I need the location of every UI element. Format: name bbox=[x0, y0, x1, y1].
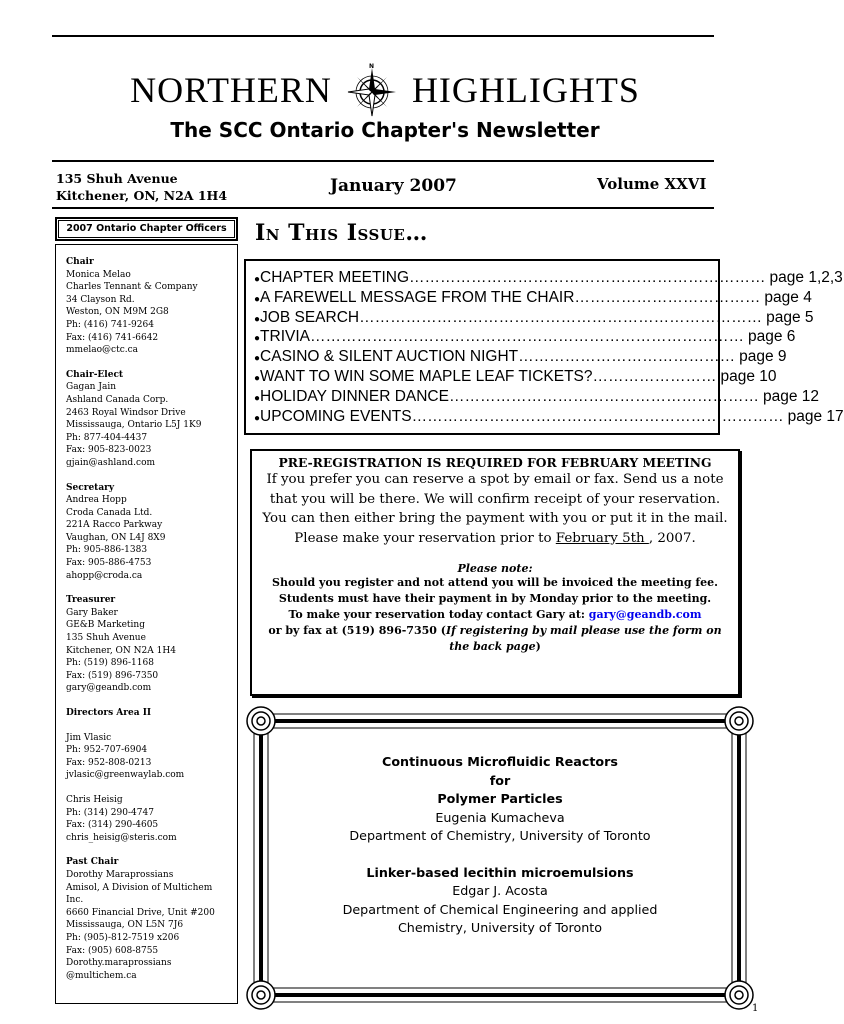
officer-detail: @multichem.ca bbox=[66, 970, 137, 981]
officer-detail: Ashland Canada Corp. bbox=[66, 394, 169, 405]
issue-date: January 2007 bbox=[330, 176, 457, 196]
note-line-1: Should you register and not attend you will be invoiced the meeting fee. bbox=[272, 576, 718, 590]
page-number: 1 bbox=[752, 1003, 759, 1014]
mailing-address bbox=[56, 170, 227, 204]
toc-item-page: page 1,2,3 bbox=[769, 269, 843, 286]
frame-corner-br bbox=[725, 981, 753, 1009]
toc-item-title: CASINO & SILENT AUCTION NIGHT…………………………………… bbox=[260, 348, 736, 366]
officer-detail: Fax: (416) 741-6642 bbox=[66, 332, 159, 343]
officer-role: Secretary bbox=[66, 482, 115, 493]
officers-title: 2007 Ontario Chapter Officers bbox=[55, 217, 238, 241]
talk-title: Polymer Particles bbox=[437, 791, 563, 806]
officer-detail: Charles Tennant & Company bbox=[66, 282, 198, 293]
volume-number: Volume XXVI bbox=[597, 175, 707, 193]
officer-detail: Fax: (519) 896-7350 bbox=[66, 670, 159, 681]
toc-item bbox=[254, 308, 814, 328]
officer-detail: chris_heisig@steris.com bbox=[66, 832, 177, 843]
officer-entry bbox=[66, 732, 227, 782]
toc-item-page: page 12 bbox=[762, 387, 819, 405]
officer-detail: 2463 Royal Windsor Drive bbox=[66, 407, 186, 418]
officer-detail: Inc. bbox=[66, 895, 84, 906]
in-this-issue-heading: In This Issue… bbox=[255, 220, 428, 246]
bullet-icon: ● bbox=[254, 353, 261, 365]
officer-detail: Monica Melao bbox=[66, 269, 131, 280]
toc-item-title: WANT TO WIN SOME MAPLE LEAF TICKETS?…………………… bbox=[260, 367, 717, 385]
toc-item-title: TRIVIA………………………………………………………………………… bbox=[260, 328, 744, 346]
speaker-affiliation: Department of Chemical Engineering and applied bbox=[342, 901, 658, 917]
officer-detail: Fax: 952-808-0213 bbox=[66, 757, 152, 768]
bullet-icon: ● bbox=[254, 274, 261, 285]
toc-item-page: page 5 bbox=[766, 308, 814, 326]
officer-detail: Andrea Hopp bbox=[66, 495, 127, 506]
officer-role: Directors Area II bbox=[66, 708, 152, 718]
toc-item bbox=[254, 347, 787, 367]
bullet-icon: ● bbox=[254, 333, 261, 345]
toc-item-page: page 17 bbox=[787, 407, 844, 425]
officer-detail: 135 Shuh Avenue bbox=[66, 633, 146, 644]
toc-item-title: HOLIDAY DINNER DANCE…………………………………………………… bbox=[260, 387, 759, 405]
toc-item-title: JOB SEARCH…………………………………………………………………… bbox=[260, 308, 763, 326]
officer-detail: Ph: (519) 896-1168 bbox=[66, 658, 154, 669]
officer-role: Chair bbox=[66, 257, 94, 267]
contact-email-link[interactable]: gary@geandb.com bbox=[588, 608, 702, 622]
toc-item-page: page 9 bbox=[739, 348, 787, 366]
officer-detail: gary@geandb.com bbox=[66, 683, 152, 694]
officer-role: Chair-Elect bbox=[66, 369, 124, 380]
officer-detail: Dorothy.maraprossians bbox=[66, 958, 172, 969]
note-label: Please note: bbox=[457, 562, 533, 576]
registration-notice bbox=[250, 449, 740, 696]
officer-detail: Ph: 877-404-4437 bbox=[66, 432, 148, 443]
toc-item bbox=[254, 288, 812, 308]
fax-line: or by fax at (519) 896-7350 (If registering by mail please use the form on the back page) bbox=[268, 624, 722, 654]
officer-detail: Fax: (905) 608-8755 bbox=[66, 945, 159, 956]
officer-detail: ahopp@croda.ca bbox=[66, 570, 143, 581]
talk-title: Continuous Microfluidic Reactors bbox=[382, 754, 618, 769]
header-rule-bottom bbox=[52, 207, 714, 209]
bullet-icon: ● bbox=[254, 293, 261, 305]
toc-item bbox=[254, 327, 796, 347]
officer-entry bbox=[66, 794, 227, 844]
officer-detail: Dorothy Maraprossians bbox=[66, 869, 174, 880]
officer-detail: 6660 Financial Drive, Unit #200 bbox=[66, 907, 215, 918]
officer-role: Treasurer bbox=[66, 595, 116, 606]
newsletter-subtitle: The SCC Ontario Chapter's Newsletter bbox=[170, 118, 600, 142]
toc-item-title: UPCOMING EVENTS……………………………………………………………… bbox=[260, 407, 784, 425]
officer-detail: Gagan Jain bbox=[66, 382, 116, 393]
toc-item bbox=[254, 367, 777, 387]
officer-detail: Ph: 952-707-6904 bbox=[66, 745, 148, 756]
officer-detail: 221A Racco Parkway bbox=[66, 520, 163, 531]
toc-item-page: page 6 bbox=[748, 328, 796, 346]
officer-entry bbox=[66, 707, 227, 720]
note-line-2: Students must have their payment in by Monday prior to the meeting. bbox=[278, 592, 712, 606]
speaker-name: Eugenia Kumacheva bbox=[435, 809, 565, 825]
officer-detail: Jim Vlasic bbox=[66, 732, 112, 743]
masthead-left: NORTHERN bbox=[130, 70, 332, 110]
speaker-list bbox=[270, 753, 730, 938]
bullet-icon: ● bbox=[254, 412, 261, 424]
top-rule bbox=[52, 35, 714, 37]
talk-title: Linker-based lecithin microemulsions bbox=[366, 864, 634, 880]
compass-letter: N bbox=[368, 63, 375, 70]
officer-detail: Mississauga, Ontario L5J 1K9 bbox=[66, 420, 202, 431]
toc-item bbox=[254, 268, 843, 288]
contact-line: To make your reservation today contact Gary at: gary@geandb.com bbox=[288, 608, 702, 622]
deadline-date: February 5th bbox=[555, 530, 649, 546]
toc-item-title: CHAPTER MEETING…………………………………………………………… bbox=[260, 269, 766, 286]
officer-detail: Croda Canada Ltd. bbox=[66, 507, 153, 518]
speaker-affiliation: Department of Chemistry, University of Toronto bbox=[349, 828, 651, 843]
officer-detail: Kitchener, ON N2A 1H4 bbox=[66, 645, 176, 656]
officer-detail: Fax: (314) 290-4605 bbox=[66, 820, 159, 831]
officer-detail: GE&B Marketing bbox=[66, 620, 145, 631]
officer-detail: Mississauga, ON L5N 7J6 bbox=[66, 920, 184, 931]
masthead-right: HIGHLIGHTS bbox=[411, 70, 640, 110]
officer-entry bbox=[66, 256, 227, 357]
toc-item-title: A FAREWELL MESSAGE FROM THE CHAIR……………………………… bbox=[260, 288, 761, 306]
address-line-2: Kitchener, ON, N2A 1H4 bbox=[56, 188, 228, 203]
fax-note: If registering by mail please use the form on the back page bbox=[445, 624, 722, 654]
toc-item-page: page 4 bbox=[764, 288, 812, 306]
toc-item bbox=[254, 387, 819, 407]
officer-detail: Fax: 905-886-4753 bbox=[66, 558, 152, 569]
address-line-1: 135 Shuh Avenue bbox=[56, 171, 178, 186]
bullet-icon: ● bbox=[254, 313, 261, 325]
officer-detail: jvlasic@greenwaylab.com bbox=[66, 770, 185, 781]
officer-detail: Amisol, A Division of Multichem bbox=[66, 882, 213, 893]
officer-detail: gjain@ashland.com bbox=[66, 457, 156, 468]
officer-detail: mmelao@ctc.ca bbox=[66, 345, 139, 356]
officer-detail: Weston, ON M9M 2G8 bbox=[66, 307, 169, 318]
officers-sidebar bbox=[55, 244, 238, 1004]
frame-corner-bl bbox=[247, 981, 275, 1009]
bullet-icon: ● bbox=[254, 372, 261, 384]
officer-detail: Fax: 905-823-0023 bbox=[66, 445, 152, 456]
registration-body: If you prefer you can reserve a spot by email or fax. Send us a note that you will be there. We will confirm receipt of your reservation. You can then either bring the payment with you or put it in the mail. bbox=[262, 472, 728, 527]
officer-detail: Ph: (905)-812-7519 x206 bbox=[66, 932, 180, 943]
toc-item bbox=[254, 407, 844, 427]
officer-entry bbox=[66, 856, 227, 982]
officer-detail: Gary Baker bbox=[66, 607, 118, 618]
speaker-affiliation: Chemistry, University of Toronto bbox=[397, 920, 603, 935]
officer-detail: Ph: 905-886-1383 bbox=[66, 545, 148, 556]
officer-entry bbox=[66, 482, 227, 583]
frame-corner-tr bbox=[725, 707, 753, 735]
toc-item-page: page 10 bbox=[720, 367, 777, 385]
officer-detail: Chris Heisig bbox=[66, 794, 123, 805]
talk-title: for bbox=[489, 772, 511, 788]
officer-detail: Vaughan, ON L4J 8X9 bbox=[66, 532, 166, 543]
officer-role: Past Chair bbox=[66, 857, 119, 868]
frame-corner-tl bbox=[247, 707, 275, 735]
officer-entry bbox=[66, 594, 227, 695]
masthead bbox=[0, 62, 770, 118]
officer-detail: Ph: (416) 741-9264 bbox=[66, 319, 154, 330]
compass-rose-icon bbox=[344, 62, 400, 118]
officer-detail: 34 Clayson Rd. bbox=[66, 294, 135, 305]
registration-deadline: Please make your reservation prior to February 5th , 2007. bbox=[294, 530, 696, 546]
officer-detail: Ph: (314) 290-4747 bbox=[66, 807, 154, 818]
bullet-icon: ● bbox=[254, 392, 261, 404]
officer-entry bbox=[66, 369, 227, 470]
header-rule-top bbox=[52, 160, 714, 162]
speaker-name: Edgar J. Acosta bbox=[452, 883, 548, 898]
registration-heading: PRE-REGISTRATION IS REQUIRED FOR FEBRUARY MEETING bbox=[278, 455, 712, 470]
table-of-contents bbox=[244, 259, 844, 435]
